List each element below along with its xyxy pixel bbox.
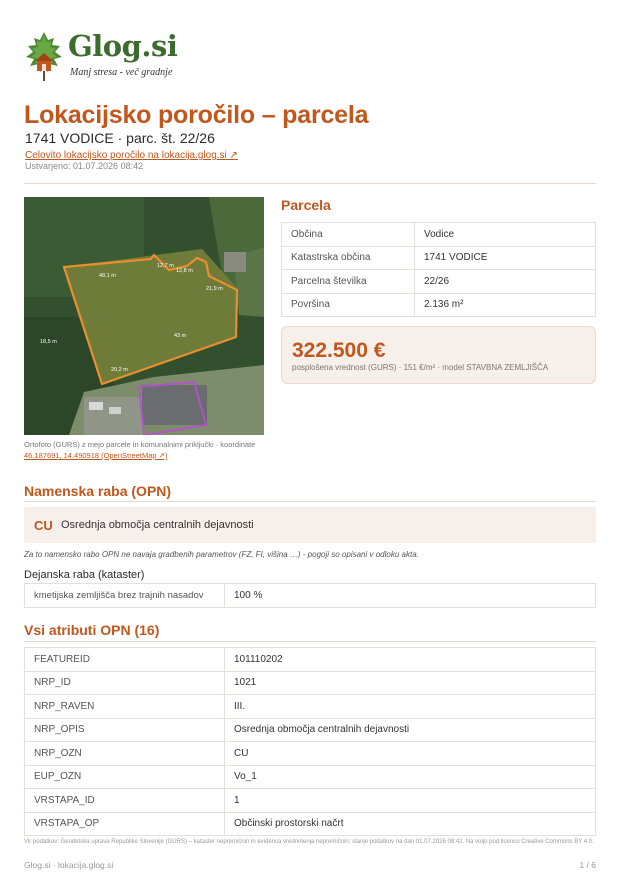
- table-row: [25, 718, 596, 742]
- edge-label-6: 20,2 m: [111, 367, 128, 373]
- tree-house-icon: [24, 30, 64, 84]
- atributi-heading: Vsi atributi OPN (16): [24, 622, 160, 638]
- table-row: [282, 223, 596, 247]
- section-divider: [24, 501, 596, 502]
- price-box: [281, 326, 596, 384]
- table-key: VRSTAPA_ID: [25, 789, 225, 813]
- table-row: [282, 293, 596, 317]
- page-number: 1 / 6: [579, 860, 596, 870]
- opn-code: CU: [34, 518, 53, 533]
- table-row: [282, 270, 596, 294]
- report-title: Lokacijsko poročilo – parcela: [24, 101, 369, 129]
- table-row: [25, 765, 596, 789]
- table-key: Parcelna številka: [282, 270, 415, 294]
- table-value: Osrednja območja centralnih dejavnosti: [225, 718, 596, 742]
- table-value: Vodice: [415, 223, 596, 247]
- table-value: 2.136 m²: [415, 293, 596, 317]
- edge-label-3: 12,8 m: [176, 268, 193, 274]
- report-subtitle: 1741 VODICE · parc. št. 22/26: [25, 130, 215, 146]
- header-divider: [24, 183, 596, 184]
- table-row: [25, 742, 596, 766]
- namenska-heading: Namenska raba (OPN): [24, 483, 172, 499]
- section-divider: [24, 641, 596, 642]
- dejanska-table: [24, 583, 596, 608]
- atributi-table: [24, 647, 596, 836]
- full-report-link[interactable]: Celovito lokacijsko poročilo na lokacija.glog.si ↗: [25, 150, 238, 161]
- table-row: [25, 695, 596, 719]
- edge-label-1: 48,1 m: [99, 273, 116, 279]
- table-value: 22/26: [415, 270, 596, 294]
- edge-label-7: 18,5 m: [40, 339, 57, 345]
- opn-description: Osrednja območja centralnih dejavnosti: [61, 519, 254, 531]
- table-key: Površina: [282, 293, 415, 317]
- table-row: [25, 648, 596, 672]
- table-value: 101110202: [225, 648, 596, 672]
- table-value: 1: [225, 789, 596, 813]
- table-key: NRP_RAVEN: [25, 695, 225, 719]
- table-key: EUP_OZN: [25, 765, 225, 789]
- page-footer: [24, 860, 596, 870]
- edge-label-2: 12,7 m: [157, 263, 174, 269]
- table-key: kmetijska zemljišča brez trajnih nasadov: [25, 584, 225, 608]
- edge-label-4: 21,9 m: [206, 286, 223, 292]
- coordinates-link[interactable]: 46.187691, 14.490918 (OpenStreetMap ↗): [24, 451, 168, 460]
- table-value: CU: [225, 742, 596, 766]
- parcela-heading: Parcela: [281, 197, 331, 213]
- table-value: 100 %: [225, 584, 596, 608]
- table-key: VRSTAPA_OP: [25, 812, 225, 836]
- table-row: [25, 812, 596, 836]
- table-value: 1741 VODICE: [415, 246, 596, 270]
- map-caption-text: Ortofoto (GURS) z mejo parcele in komunalnimi priključki · koordinate: [24, 440, 256, 449]
- brand-name: Glog.si: [68, 29, 178, 63]
- created-timestamp: Ustvarjeno: 01.07.2026 08:42: [25, 161, 144, 171]
- table-value: Občinski prostorski načrt: [225, 812, 596, 836]
- table-row: [25, 671, 596, 695]
- data-source-note: Vir podatkov: Geodetska uprava Republike Slovenije (GURS) – kataster nepremičnin in evidenca vrednotenja nepremičnin; stanje podatkov na dan 01.07.2026 08:42. Na voljo pod licenco Creative Commons BY 4.0.: [24, 839, 594, 845]
- opn-highlight: [24, 507, 596, 543]
- opn-note: Za to namensko rabo OPN ne navaja gradbenih parametrov (FZ, FI, višina …) - pogoji so opisani v odloku akta.: [24, 550, 419, 559]
- table-row: [282, 246, 596, 270]
- brand-logo[interactable]: [24, 30, 177, 84]
- map-svg: [24, 197, 264, 435]
- dejanska-heading: Dejanska raba (kataster): [24, 569, 145, 581]
- table-value: Vo_1: [225, 765, 596, 789]
- table-key: Katastrska občina: [282, 246, 415, 270]
- estimated-value-note: posplošena vrednost (GURS) · 151 €/m² · model STAVBNA ZEMLJIŠČA: [292, 363, 549, 372]
- orthophoto-map[interactable]: [24, 197, 264, 435]
- edge-label-5: 43 m: [174, 333, 187, 339]
- table-key: NRP_ID: [25, 671, 225, 695]
- map-caption: [24, 439, 269, 461]
- table-value: III.: [225, 695, 596, 719]
- table-key: NRP_OZN: [25, 742, 225, 766]
- table-key: Občina: [282, 223, 415, 247]
- table-key: FEATUREID: [25, 648, 225, 672]
- table-row: [25, 789, 596, 813]
- brand-tagline: Manj stresa - več gradnje: [70, 67, 173, 78]
- table-row: [25, 584, 596, 608]
- estimated-value: 322.500 €: [292, 339, 386, 362]
- footer-site: Glog.si · lokacija.glog.si: [24, 860, 114, 870]
- table-key: NRP_OPIS: [25, 718, 225, 742]
- table-value: 1021: [225, 671, 596, 695]
- parcela-table: [281, 222, 596, 317]
